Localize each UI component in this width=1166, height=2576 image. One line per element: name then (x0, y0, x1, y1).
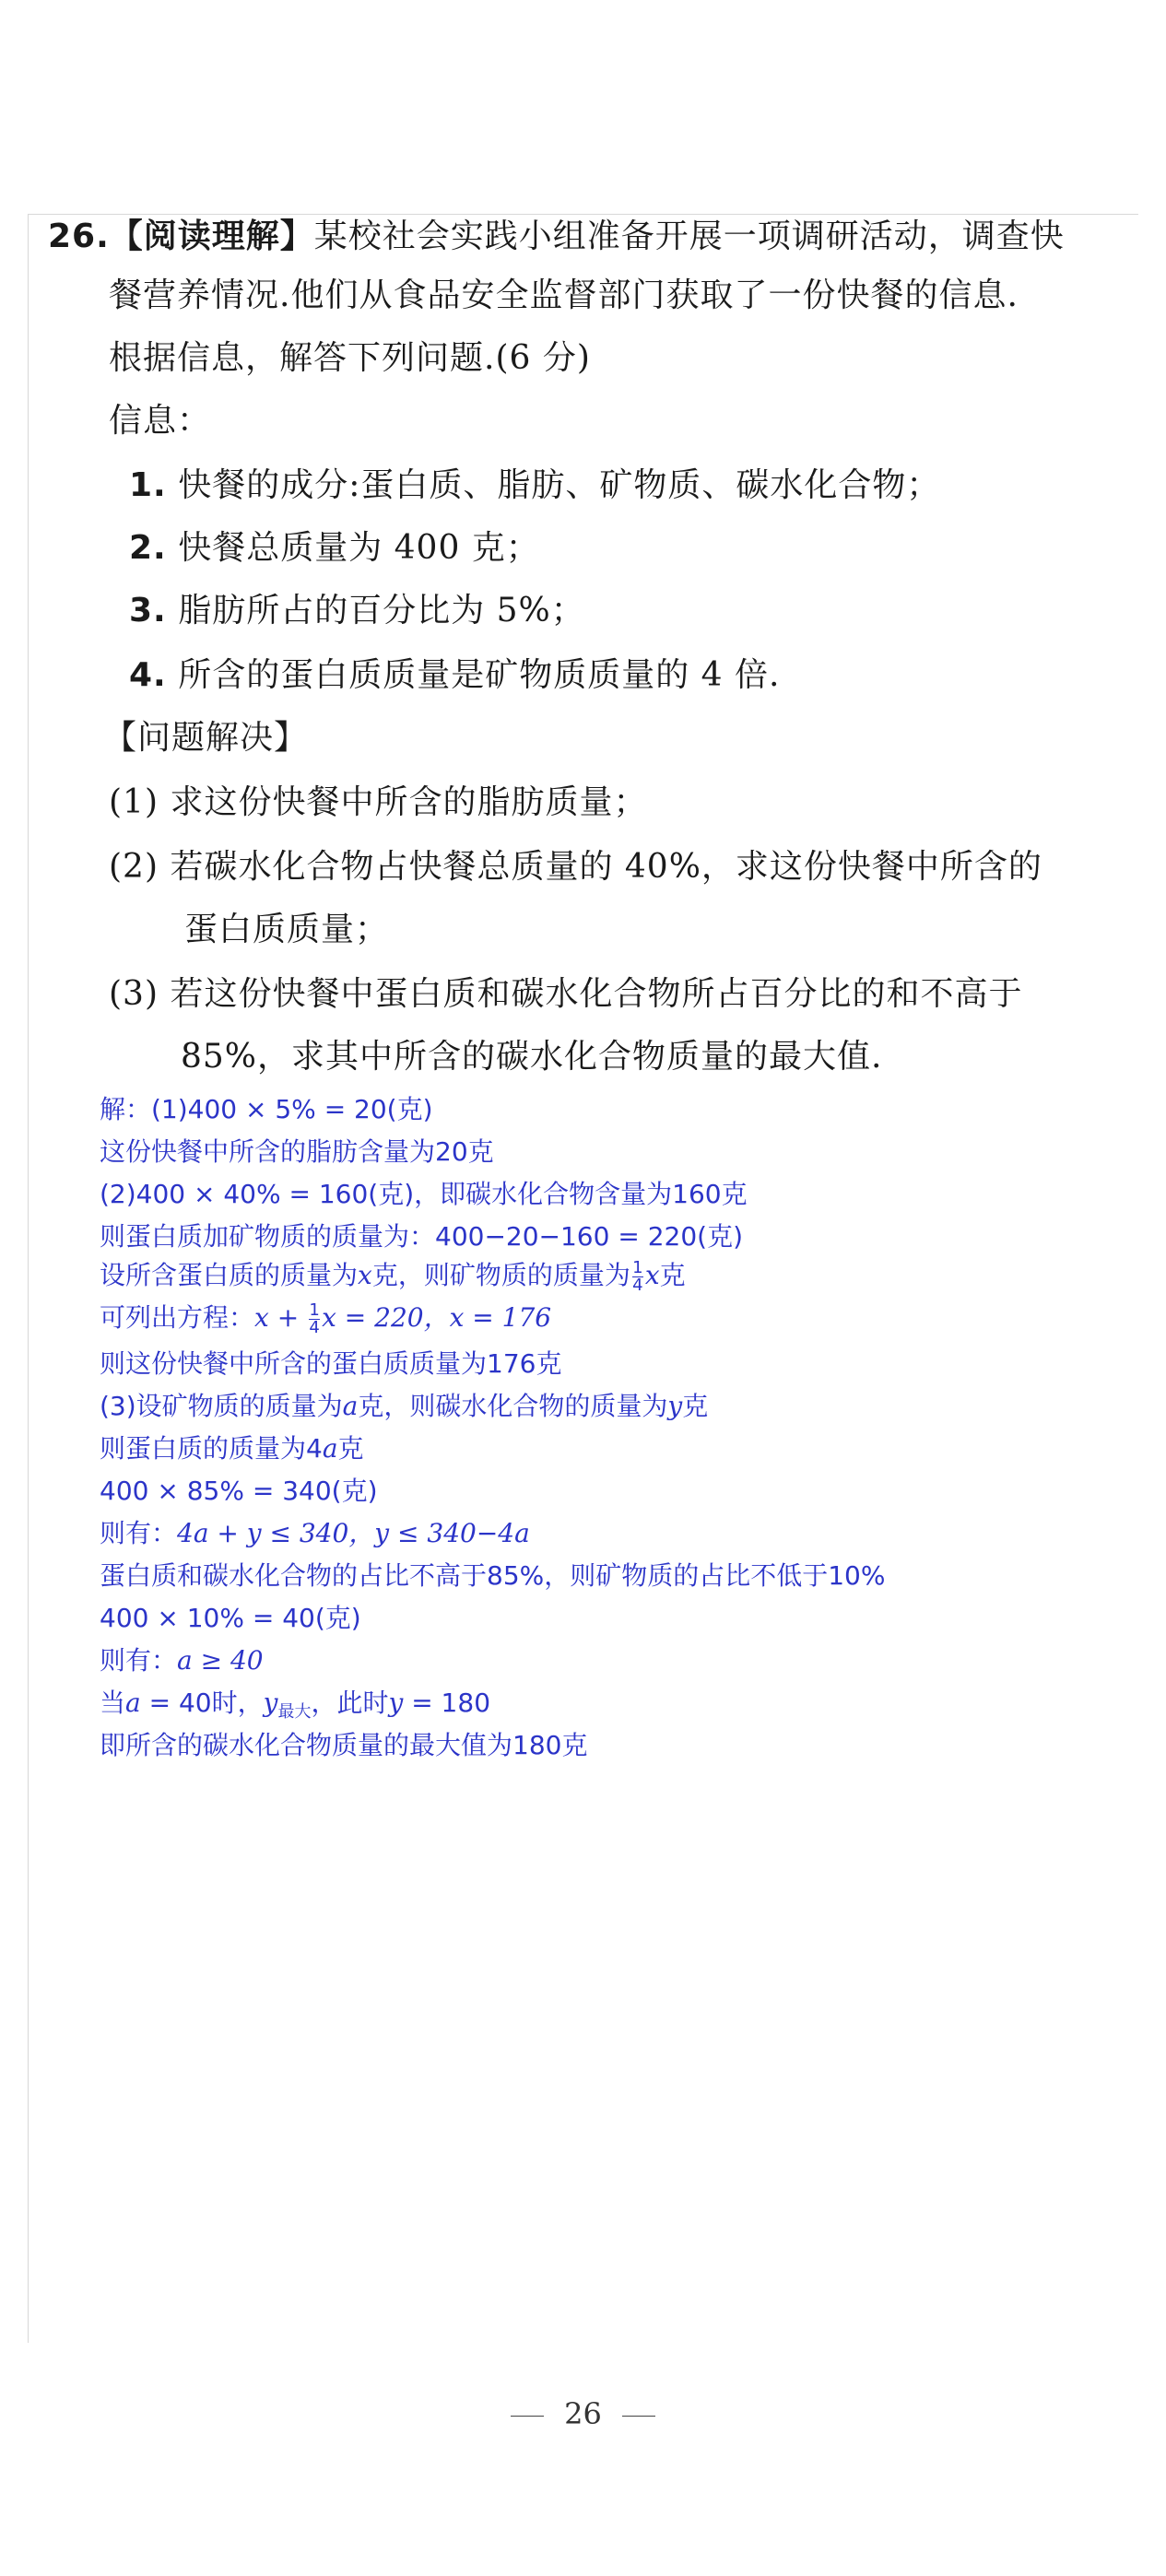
answer-line-12: 蛋白质和碳水化合物的占比不高于85%，则矿物质的占比不低于10% (100, 1560, 886, 1591)
answer-line-5: 设所含蛋白质的质量为x克，则矿物质的质量为 $\frac{1}{4}$ x克 (100, 1257, 686, 1295)
info-item-2: 2. 快餐总质量为 400 克； (129, 529, 540, 567)
info-item-1: 1. 快餐的成分:蛋白质、脂肪、矿物质、碳水化合物； (129, 466, 941, 504)
answer-line-10: 400 × 85% = 340(克) (100, 1476, 378, 1506)
sub-question-2-line-2: 蛋白质质量； (184, 911, 390, 948)
answer-line-4: 则蛋白质加矿物质的质量为：400−20−160 = 220(克) (100, 1221, 743, 1252)
answer-line-6: 可列出方程：x + $\frac{1}{4}$ x = 220，x = 176 (100, 1300, 552, 1337)
fraction-quarter: $\frac{1}{4}$ (632, 1257, 643, 1295)
sub-question-3-line-1: (3) 若这份快餐中蛋白质和碳水化合物所占百分比的和不高于 (109, 975, 1023, 1013)
info-item-3: 3. 脂肪所占的百分比为 5%； (129, 592, 585, 629)
answer-line-15: 当a = 40时，$y_{最大}$，此时y = 180 (100, 1688, 491, 1722)
answer-line-16: 即所含的碳水化合物质量的最大值为180克 (100, 1730, 588, 1760)
question-tag: 【阅读理解】 (109, 218, 314, 255)
page-number: 26 (0, 2396, 1166, 2431)
sub-question-3-line-2: 85%，求其中所含的碳水化合物质量的最大值. (181, 1038, 883, 1076)
answer-line-8: (3)设矿物质的质量为a克，则碳水化合物的质量为y克 (100, 1391, 709, 1421)
fraction-quarter: $\frac{1}{4}$ (309, 1300, 320, 1337)
question-intro-3: 根据信息，解答下列问题.(6 分) (109, 339, 591, 377)
page-border-left (28, 214, 29, 2343)
question-intro-2: 餐营养情况.他们从食品安全监督部门获取了一份快餐的信息. (109, 276, 1019, 314)
answer-line-9: 则蛋白质的质量为4a克 (100, 1433, 364, 1464)
dash-left (511, 2416, 544, 2417)
answer-line-14: 则有：a ≥ 40 (100, 1645, 264, 1676)
dash-right (622, 2416, 655, 2417)
answer-line-3: (2)400 × 40% = 160(克)，即碳水化合物含量为160克 (100, 1179, 748, 1209)
sub-question-2-line-1: (2) 若碳水化合物占快餐总质量的 40%，求这份快餐中所含的 (109, 848, 1042, 886)
answer-line-2: 这份快餐中所含的脂肪含量为20克 (100, 1136, 494, 1167)
info-item-4: 4. 所含的蛋白质质量是矿物质质量的 4 倍. (129, 656, 781, 694)
question-intro-1: 某校社会实践小组准备开展一项调研活动，调查快 (313, 218, 1065, 255)
answer-line-1: 解：(1)400 × 5% = 20(克) (100, 1094, 433, 1124)
answer-line-7: 则这份快餐中所含的蛋白质质量为176克 (100, 1348, 562, 1379)
question-line-1 (48, 210, 1065, 257)
problem-label: 【问题解决】 (103, 719, 309, 757)
info-label: 信息： (109, 402, 212, 440)
answer-line-13: 400 × 10% = 40(克) (100, 1603, 361, 1633)
question-number: 26. (48, 218, 110, 255)
answer-line-11: 则有：4a + y ≤ 340，y ≤ 340−4a (100, 1518, 530, 1548)
sub-question-1: (1) 求这份快餐中所含的脂肪质量； (109, 783, 648, 821)
